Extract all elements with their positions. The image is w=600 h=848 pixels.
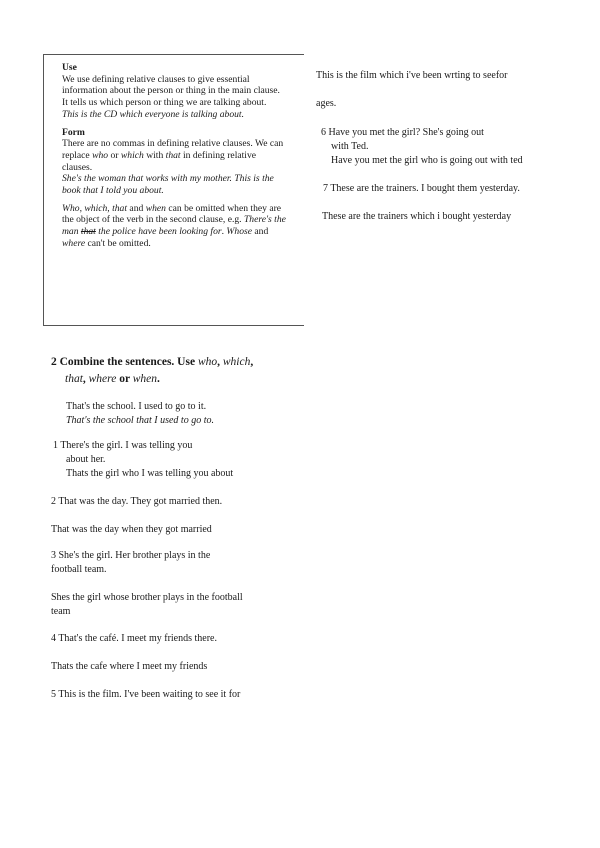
question-1: 1 There's the girl. I was telling you xyxy=(53,440,193,451)
exercise-title-cont: that, where or when. xyxy=(65,373,160,385)
use-example: This is the CD which everyone is talking about. xyxy=(62,108,244,120)
question-7: 7 These are the trainers. I bought them yesterday. xyxy=(323,183,520,194)
example-answer: That's the school that I used to go to. xyxy=(66,415,214,426)
form-example: She's the woman that works with my mother. This is the book that I told you about. xyxy=(62,173,274,197)
question-3-cont: football team. xyxy=(51,564,107,575)
question-5: 5 This is the film. I've been waiting to see it for xyxy=(51,689,241,700)
example-question: That's the school. I used to go to it. xyxy=(66,401,207,412)
answer-4: Thats the cafe where I meet my friends xyxy=(51,661,208,672)
question-3: 3 She's the girl. Her brother plays in the xyxy=(51,550,211,561)
grammar-box-content xyxy=(62,62,287,250)
answer-3-cont: team xyxy=(51,606,71,617)
grammar-box xyxy=(43,54,304,326)
form-text: There are no commas in defining relative clauses. We can replace who or which with that in defining relative clauses. xyxy=(62,138,284,173)
question-4: 4 That's the café. I meet my friends there. xyxy=(51,633,217,644)
form-heading: Form xyxy=(62,126,85,138)
question-2: 2 That was the day. They got married then. xyxy=(51,496,223,507)
answer-7: These are the trainers which i bought yesterday xyxy=(322,211,512,222)
answer-5: This is the film which i've been wrting to seefor xyxy=(316,70,508,81)
question-6-cont: with Ted. xyxy=(331,141,369,152)
use-heading: Use xyxy=(62,62,77,73)
answer-2: That was the day when they got married xyxy=(51,524,212,535)
answer-1: Thats the girl who I was telling you about xyxy=(66,468,234,479)
answer-6: Have you met the girl who is going out with ted xyxy=(331,155,523,166)
omit-text: Who, which, that and when can be omitted when they are the object of the verb in the second clause, e.g. There's the man that the police have been looking for. Whose and where can't be omitted. xyxy=(62,202,286,249)
use-text: We use defining relative clauses to give essential information about the person or thing in the main clause. It tells us which person or thing we are talking about. xyxy=(62,73,280,109)
answer-5-cont: ages. xyxy=(316,98,337,109)
answer-3: Shes the girl whose brother plays in the football xyxy=(51,592,243,603)
question-1-cont: about her. xyxy=(66,454,106,465)
exercise-title: 2 Combine the sentences. Use who, which, xyxy=(51,356,254,368)
question-6: 6 Have you met the girl? She's going out xyxy=(321,127,484,138)
